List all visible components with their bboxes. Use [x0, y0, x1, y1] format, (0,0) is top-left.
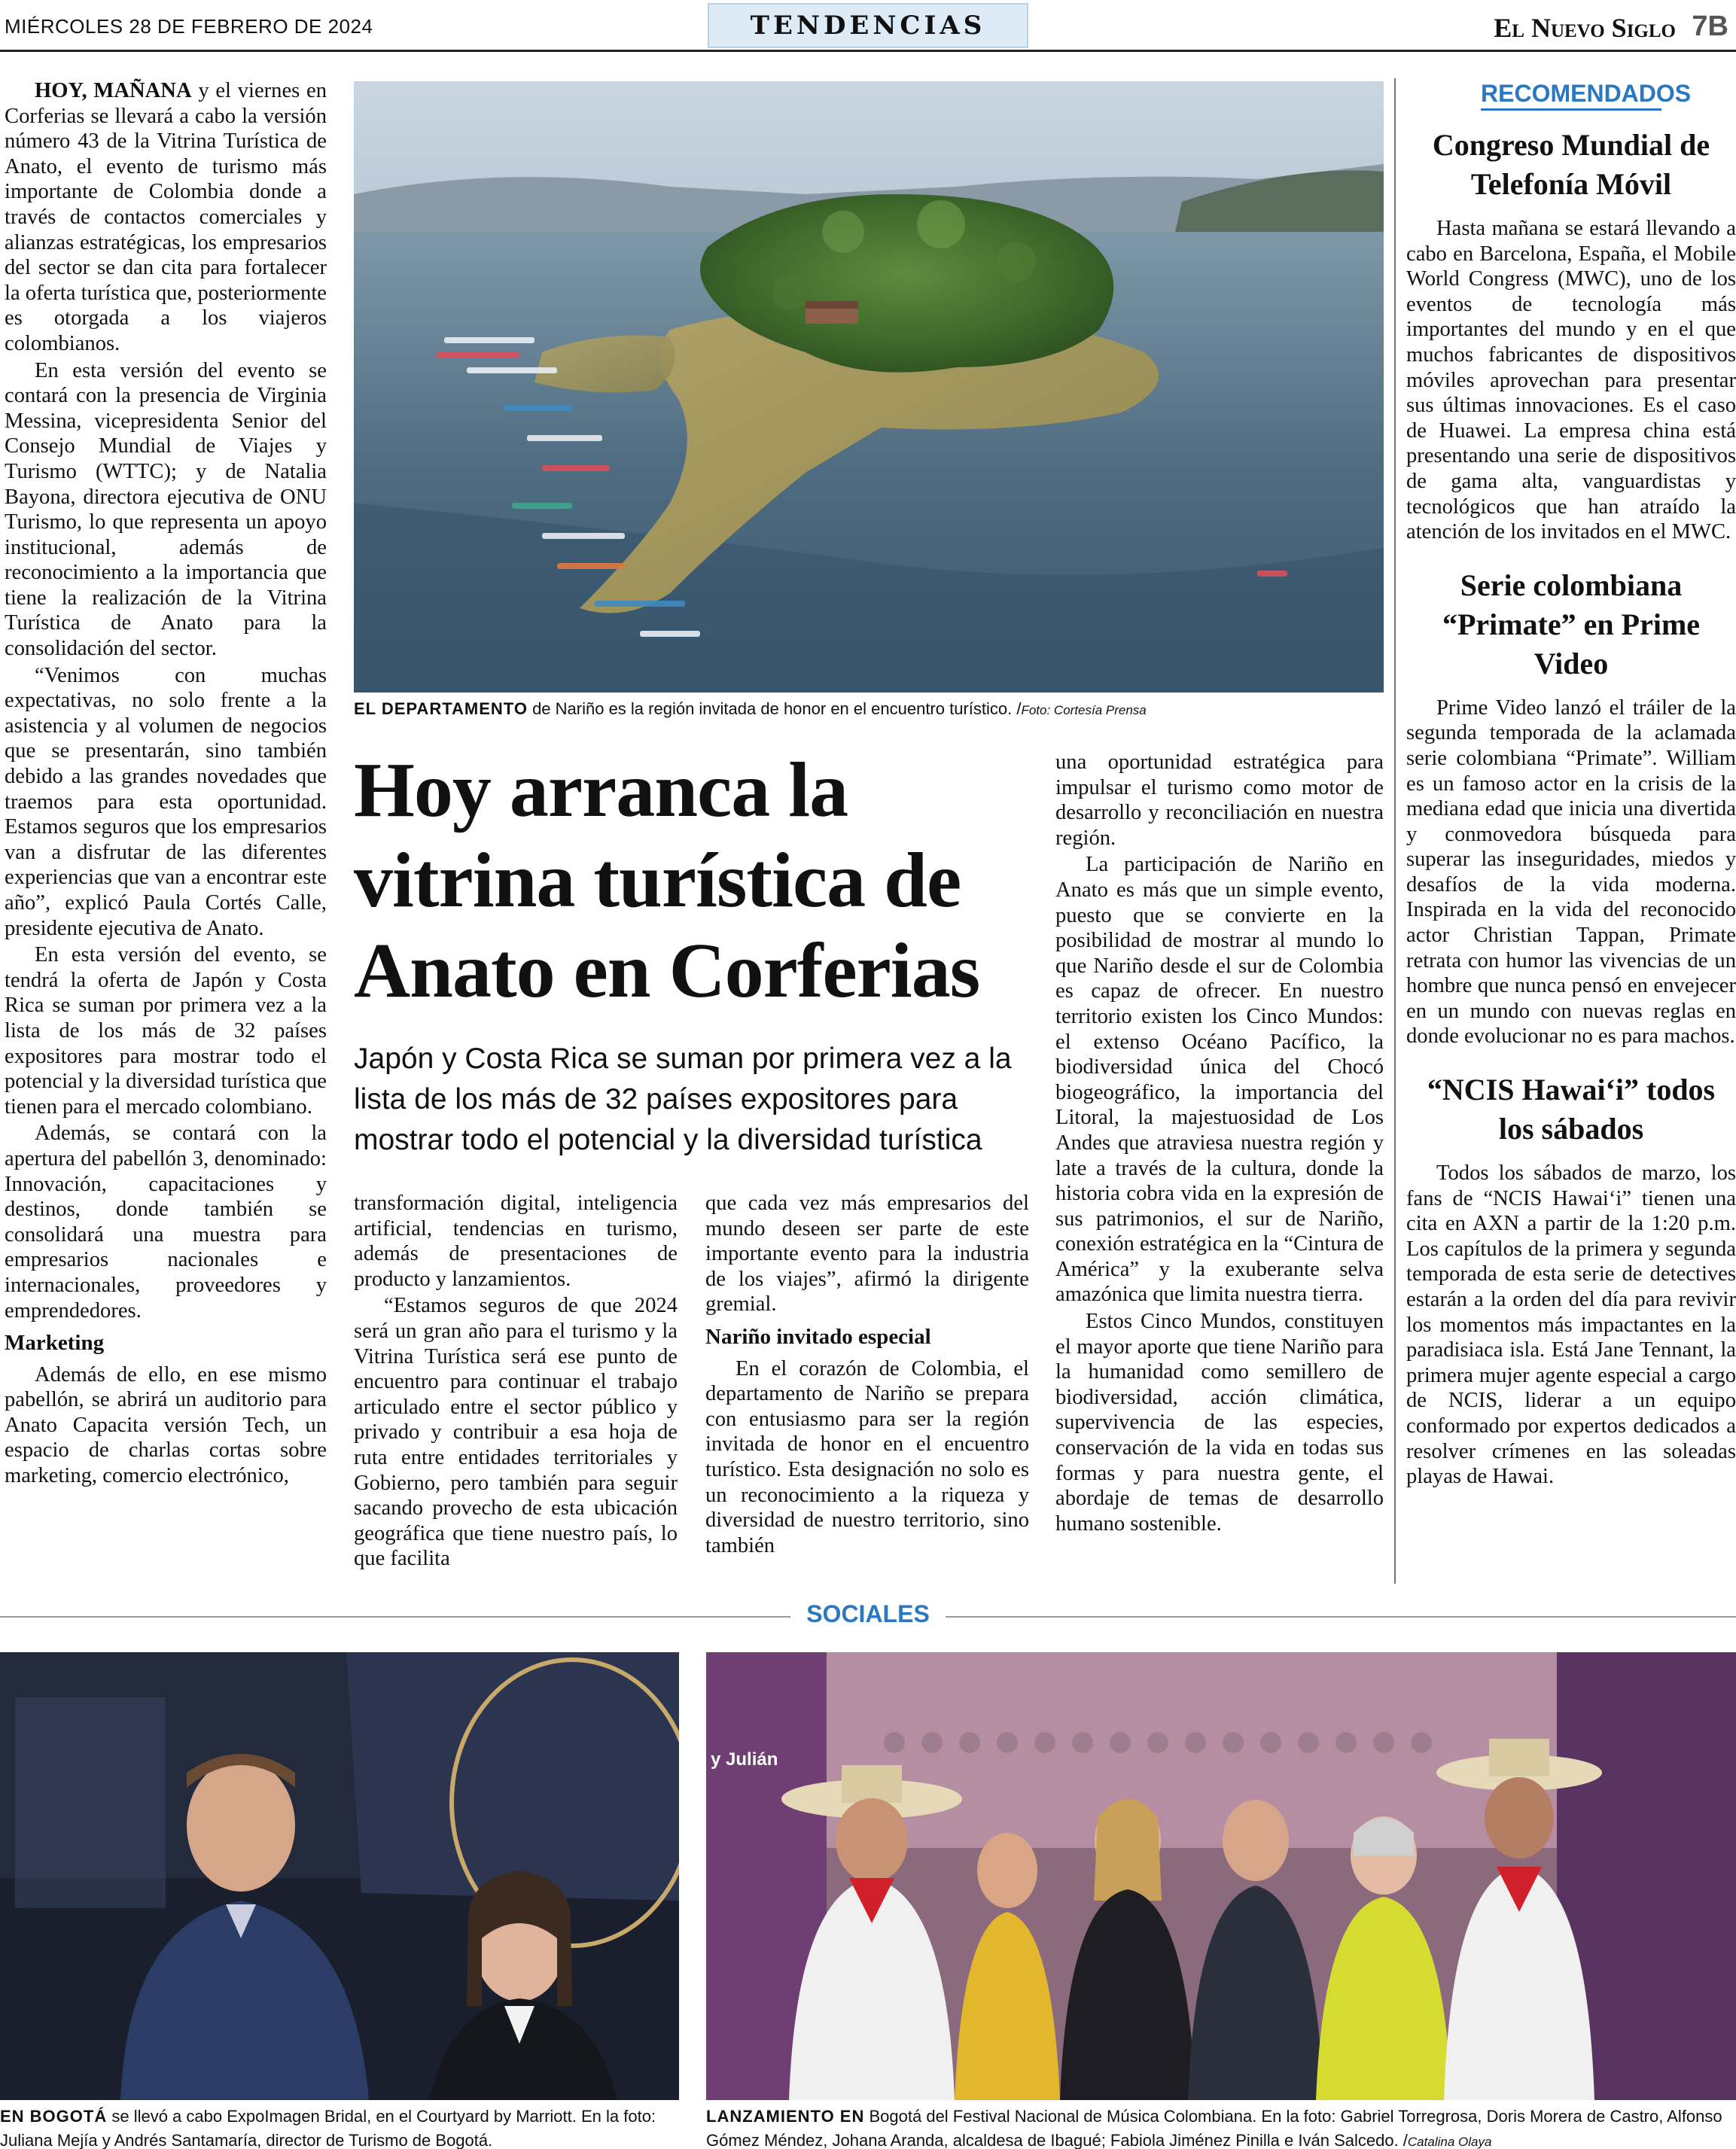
paragraph: que cada vez más empresarios del mundo deseen ser parte de este importante evento para la industria de los viajes”, afirmó la dirigente gremial.: [705, 1192, 1029, 1316]
paragraph: Además, se contará con la apertura del pabellón 3, denominado: Innovación, capacitaciones y destinos, donde también se consolidará una muestra para empresarios nacionales e internacionales, proveedores y emprendedores.: [5, 1122, 327, 1323]
photo-credit: Catalina Olaya: [1407, 2135, 1492, 2149]
issue-date: MIÉRCOLES 28 DE FEBRERO DE 2024: [5, 15, 373, 38]
section-subhead: Nariño invitado especial: [705, 1324, 931, 1349]
lake-island-photo: [354, 81, 1384, 692]
caption-text: Bogotá del Festival Nacional de Música Colombiana. En la foto: Gabriel Torregrosa, Doris Morera de Castro, Alfonso Gómez Méndez, Johana Aranda, alcaldesa de Ibagué; Fabiola Jiménez Pinilla e Iván Salcedo. /: [706, 2107, 1722, 2149]
festival-launch-photo: [706, 1652, 1736, 2100]
sociales-label: SOCIALES: [806, 1600, 930, 1627]
section-subhead: Marketing: [5, 1331, 105, 1356]
paragraph: y el viernes en Corferias se llevará a cabo la versión número 43 de la Vitrina Turística de Anato, el evento de turismo más importante de Colombia donde a través de contactos comerciales y alianzas estratégicas, los empresarios del sector se dan cita para fortalecer la oferta turística que, posteriormente es otorgada a los viajeros colombianos.: [5, 79, 327, 355]
article-column-4: [1055, 750, 1384, 1538]
expoimagen-photo: [0, 1652, 679, 2100]
paragraph: En el corazón de Colombia, el departamento de Nariño se prepara con entusiasmo para ser la región invitada de honor en el encuentro turístico. Esta designación no solo es un reconocimiento a la riqueza y diversidad de nuestro territorio, sino también: [705, 1356, 1029, 1557]
sociales-rule-right: [946, 1616, 1736, 1618]
article-column-3: [705, 1191, 1029, 1560]
paragraph: transformación digital, inteligencia artificial, tendencias en turismo, además de presentaciones de producto y lanzamientos.: [354, 1192, 678, 1291]
sidebar-item-title: Congreso Mundial de Telefonía Móvil: [1432, 128, 1710, 201]
recommended-sidebar: [1406, 78, 1736, 1511]
subheadline: Japón y Costa Rica se suman por primera vez a la lista de los más de 32 países expositores para mostrar todo el potencial y la diversidad turística: [354, 1043, 1012, 1156]
masthead: [0, 0, 1736, 53]
paragraph: “Venimos con muchas expectativas, no solo frente a la asistencia y al volumen de negocios que se presentarán, sino también debido a las grandes novedades que traemos para esta oportunidad. Estamos seguros que los empresarios van a disfrutar de las diferentes experiencias que van a encontrar este año”, explicó Paula Cortés Calle, presidente ejecutiva de Anato.: [5, 663, 327, 940]
sidebar-divider: [1394, 78, 1396, 1584]
article-column-1: [5, 78, 327, 1490]
caption-text: de Nariño es la región invitada de honor en el encuentro turístico. /: [527, 699, 1022, 718]
caption-lead: EL DEPARTAMENTO: [354, 699, 528, 718]
expoimagen-caption: [0, 2105, 679, 2149]
paragraph: “Estamos seguros de que 2024 será un gran año para el turismo y la Vitrina Turística será ese punto de encuentro para continuar el trabajo articulado entre el sector público y privado y contribuir a esa hoja de ruta entre entidades territoriales y Gobierno, pero también para seguir sacando provecho de esta ubicación geográfica que tiene nuestro país, lo que facilita: [354, 1294, 678, 1571]
paragraph: En esta versión del evento se contará con la presencia de Virginia Messina, vicepresidenta Senior del Consejo Mundial de Viajes y Turismo (WTTC); y de Natalia Bayona, directora ejecutiva de ONU Turismo, lo que representa un apoyo institucional, además de reconocimiento a la importancia que tiene la realización de la Vitrina Turística de Anato para la consolidación del sector.: [5, 358, 327, 661]
newspaper-name: El Nuevo Siglo: [1494, 13, 1676, 43]
lake-island-illustration: [354, 81, 1384, 692]
caption-lead: EN BOGOTÁ: [0, 2107, 108, 2126]
recommended-label: RECOMENDADOS: [1481, 78, 1661, 111]
paragraph: La participación de Nariño en Anato es más que un simple evento, puesto que se convierte en la posibilidad de mostrar al mundo lo que Nariño desde el sur de Colombia es capaz de ofrecer. En nuestro territorio existen los Cinco Mundos: el extenso Océano Pacífico, la biodiversidad única del Chocó biogeográfico, la importancia del Litoral, la majestuosidad de Los Andes que atraviesa nuestra región y late a través de la cultura, donde la historia cobra vida en la expresión de sus patrimonios, el sur de Nariño, conexión estratégica en la “Cintura de América” y la exuberante selva amazónica que limita nuestra tierra.: [1055, 853, 1384, 1307]
sidebar-item-title: Serie colombiana “Primate” en Prime Video: [1442, 568, 1701, 680]
paragraph: En esta versión del evento, se tendrá la oferta de Japón y Costa Rica se suman por primera vez a la lista de los más de 32 países expositores para mostrar todo el potencial y la diversidad turística que tienen para el mercado colombiano.: [5, 943, 327, 1119]
page-number: 7B: [1692, 11, 1728, 42]
lead-in: HOY, MAÑANA: [35, 79, 192, 102]
sociales-rule-left: [0, 1616, 790, 1618]
masthead-rule: [0, 50, 1736, 52]
paragraph: Estos Cinco Mundos, constituyen el mayor aporte que tiene Nariño para la humanidad como semillero de biodiversidad, acción climática, supervivencia de las especies, conservación de la vida en todas sus formas y para nuestra gente, el abordaje de temas de desarrollo humano sostenible.: [1055, 1310, 1384, 1536]
sidebar-item-text: Hasta mañana se estará llevando a cabo en Barcelona, España, el Mobile World Congress (MWC), uno de los eventos de tecnología más importantes del mundo y en el que muchos fabricantes de dispositivos móviles aprovechan para presentar sus últimas innovaciones. Es el caso de Huawei. La empresa china está presentando una serie de dispositivos de gama alta, vanguardistas y tecnológicos que han atraído la atención de los invitados en el MWC.: [1406, 217, 1736, 544]
group-photo-illustration: [706, 1652, 1736, 2100]
caption-lead: LANZAMIENTO EN: [706, 2107, 865, 2126]
photo-credit: Foto: Cortesía Prensa: [1021, 703, 1147, 717]
backdrop-sign-text: y Julián: [711, 1749, 778, 1770]
sidebar-item-title: “NCIS Hawai‘i” todos los sábados: [1427, 1073, 1716, 1146]
section-title: TENDENCIAS: [708, 3, 1028, 48]
article-column-2: [354, 1191, 678, 1573]
lake-photo-caption: [354, 697, 1384, 723]
festival-caption: [706, 2105, 1736, 2149]
headline: Hoy arranca la vitrina turística de Anato en Corferias: [354, 747, 980, 1014]
paragraph: una oportunidad estratégica para impulsar el turismo como motor de desarrollo y reconciliación en nuestra región.: [1055, 750, 1384, 850]
paragraph: Además de ello, en ese mismo pabellón, se abrirá un auditorio para Anato Capacita versión Tech, un espacio de charlas cortas sobre marketing, comercio electrónico,: [5, 1362, 327, 1488]
sidebar-item-text: Prime Video lanzó el tráiler de la segunda temporada de la aclamada serie colombiana “Primate”. William es un famoso actor en la crisis de la mediana edad que inicia una divertida y conmovedora búsqueda para superar las inseguridades, miedos y desafíos de la vida moderna. Inspirada en la vida del reconocido actor Christian Tappan, Primate retrata con humor las vivencias de un hombre que nunca pensó en envejecer en un mundo con nuevas reglas en donde evolucionar no es para machos.: [1406, 696, 1736, 1049]
sidebar-item-text: Todos los sábados de marzo, los fans de “NCIS Hawai‘i” tienen una cita en AXN a partir de la 1:20 p.m. Los capítulos de la primera y segunda temporada de esta serie de detectives estarán a la orden del día para revivir los momentos más impactantes en la paradisiaca isla. Está Jane Tennant, la primera mujer agente especial a cargo de NCIS, liderar a un equipo conformado por expertos dedicados a resolver crímenes en las soleadas playas de Hawai.: [1406, 1161, 1736, 1489]
two-people-illustration: [0, 1652, 679, 2100]
caption-text: se llevó a cabo ExpoImagen Bridal, en el Courtyard by Marriott. En la foto: Juliana Mejía y Andrés Santamaría, director de Turismo de Bogotá.: [0, 2107, 656, 2149]
